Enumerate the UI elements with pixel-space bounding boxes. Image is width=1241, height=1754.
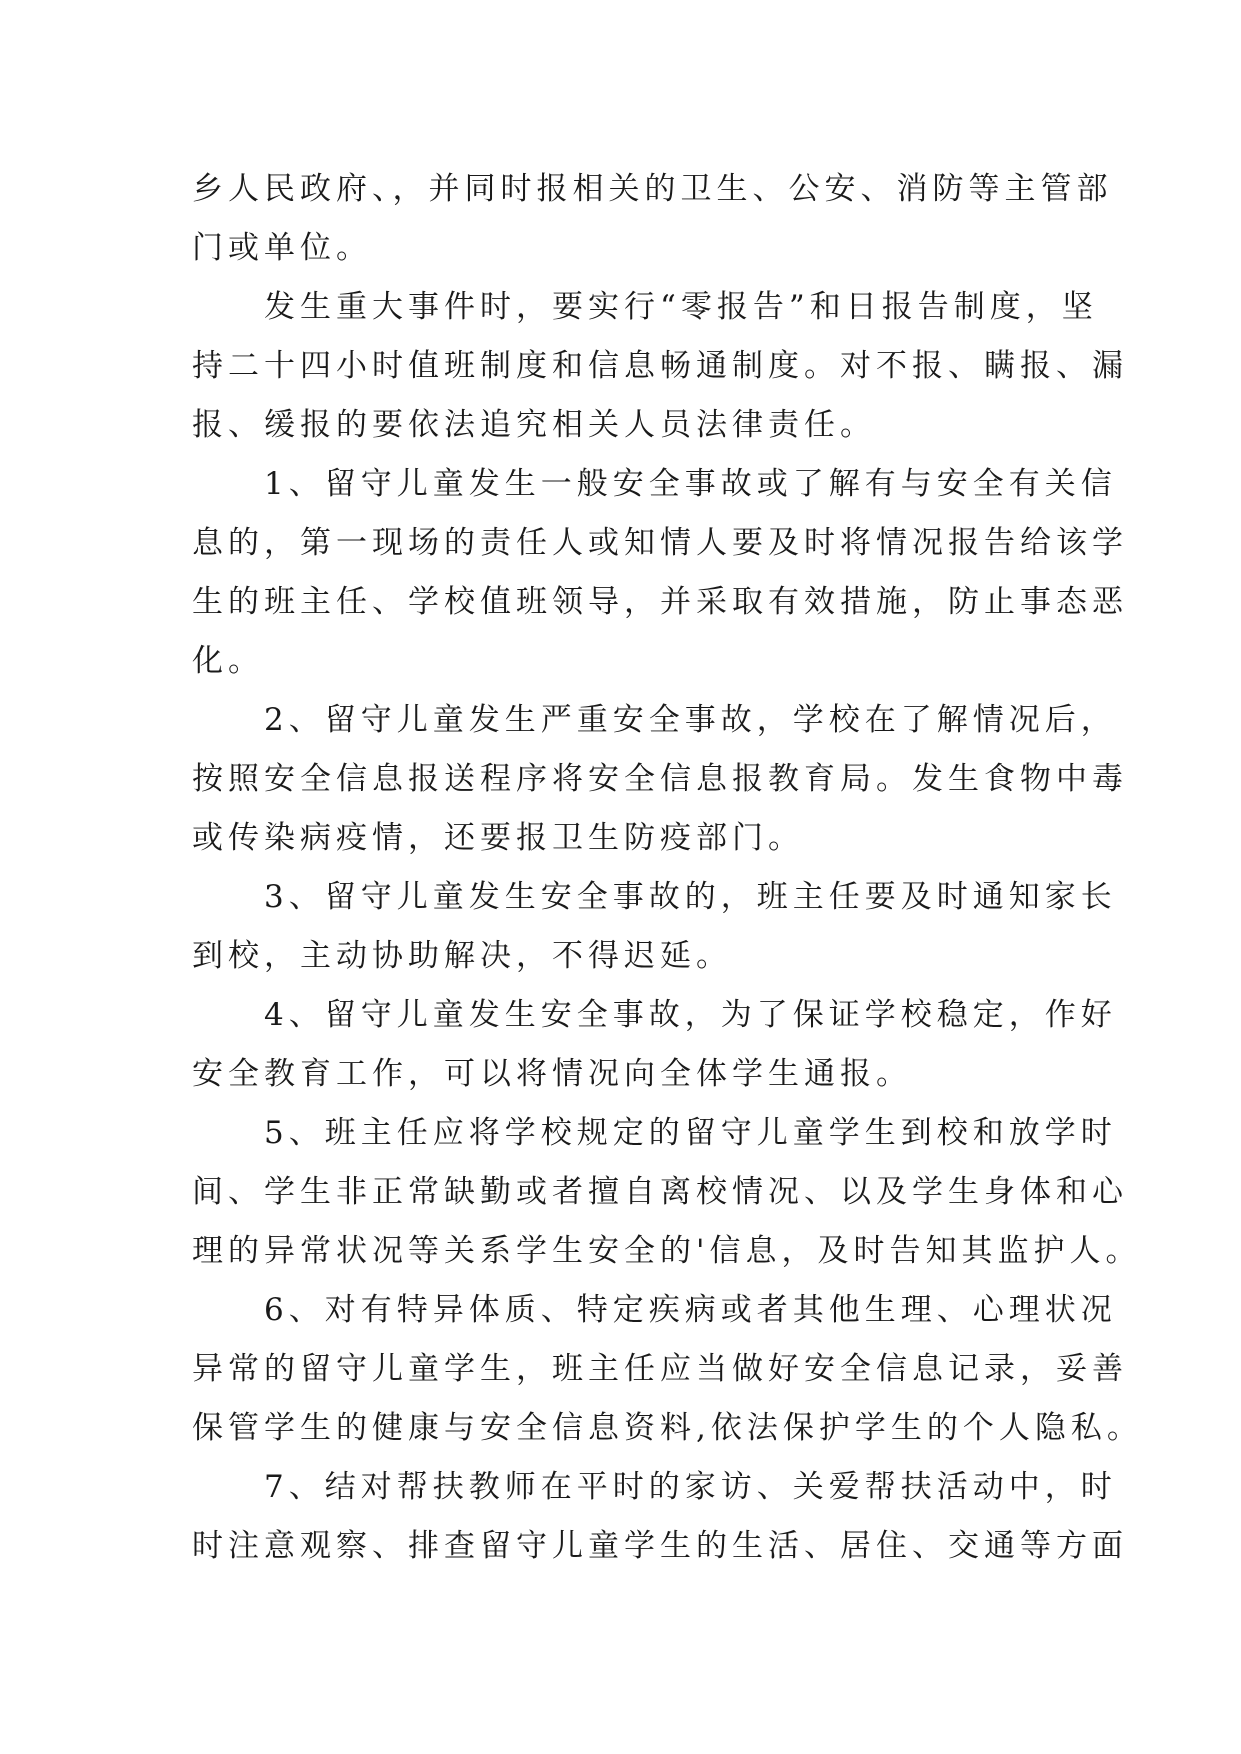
text-line: 乡人民政府、，并同时报相关的卫生、公安、消防等主管部	[192, 171, 1113, 207]
paragraph	[192, 160, 1113, 278]
text-line: 2、留守儿童发生严重安全事故，学校在了解情况后，	[264, 702, 1117, 738]
paragraph	[192, 455, 1128, 691]
text-line: 到校，主动协助解决，不得迟延。	[192, 938, 732, 974]
text-line: 3、留守儿童发生安全事故的，班主任要及时通知家长	[264, 879, 1117, 915]
text-line: 或传染病疫情，还要报卫生防疫部门。	[192, 820, 804, 856]
text-line: 报、缓报的要依法追究相关人员法律责任。	[192, 407, 876, 443]
paragraph	[192, 986, 1117, 1104]
paragraph	[192, 691, 1128, 868]
paragraph	[192, 868, 1117, 986]
text-line: 持二十四小时值班制度和信息畅通制度。对不报、瞒报、漏	[192, 348, 1128, 384]
text-line: 间、学生非正常缺勤或者擅自离校情况、以及学生身体和心	[192, 1174, 1128, 1210]
paragraph	[192, 1281, 1143, 1458]
paragraph	[192, 278, 1128, 455]
text-line: 生的班主任、学校值班领导，并采取有效措施，防止事态恶	[192, 584, 1128, 620]
text-line: 5、班主任应将学校规定的留守儿童学生到校和放学时	[264, 1115, 1117, 1151]
text-line: 7、结对帮扶教师在平时的家访、关爱帮扶活动中，时	[264, 1469, 1117, 1505]
text-line: 门或单位。	[192, 230, 372, 266]
text-line: 时注意观察、排查留守儿童学生的生活、居住、交通等方面	[192, 1528, 1128, 1564]
text-line: 4、留守儿童发生安全事故，为了保证学校稳定，作好	[264, 997, 1117, 1033]
text-line: 安全教育工作，可以将情况向全体学生通报。	[192, 1056, 912, 1092]
paragraph	[192, 1458, 1128, 1576]
text-line: 6、对有特异体质、特定疾病或者其他生理、心理状况	[264, 1292, 1117, 1328]
text-line: 息的，第一现场的责任人或知情人要及时将情况报告给该学	[192, 525, 1128, 561]
text-line: 理的异常状况等关系学生安全的'信息，及时告知其监护人。	[192, 1233, 1142, 1269]
paragraph	[192, 1104, 1142, 1281]
document-body	[192, 160, 1143, 1576]
text-line: 1、留守儿童发生一般安全事故或了解有与安全有关信	[264, 466, 1117, 502]
text-line: 保管学生的健康与安全信息资料,依法保护学生的个人隐私。	[192, 1410, 1143, 1446]
text-line: 化。	[192, 643, 264, 679]
text-line: 发生重大事件时，要实行“零报告”和日报告制度，坚	[264, 289, 1098, 325]
text-line: 按照安全信息报送程序将安全信息报教育局。发生食物中毒	[192, 761, 1128, 797]
text-line: 异常的留守儿童学生，班主任应当做好安全信息记录，妥善	[192, 1351, 1128, 1387]
